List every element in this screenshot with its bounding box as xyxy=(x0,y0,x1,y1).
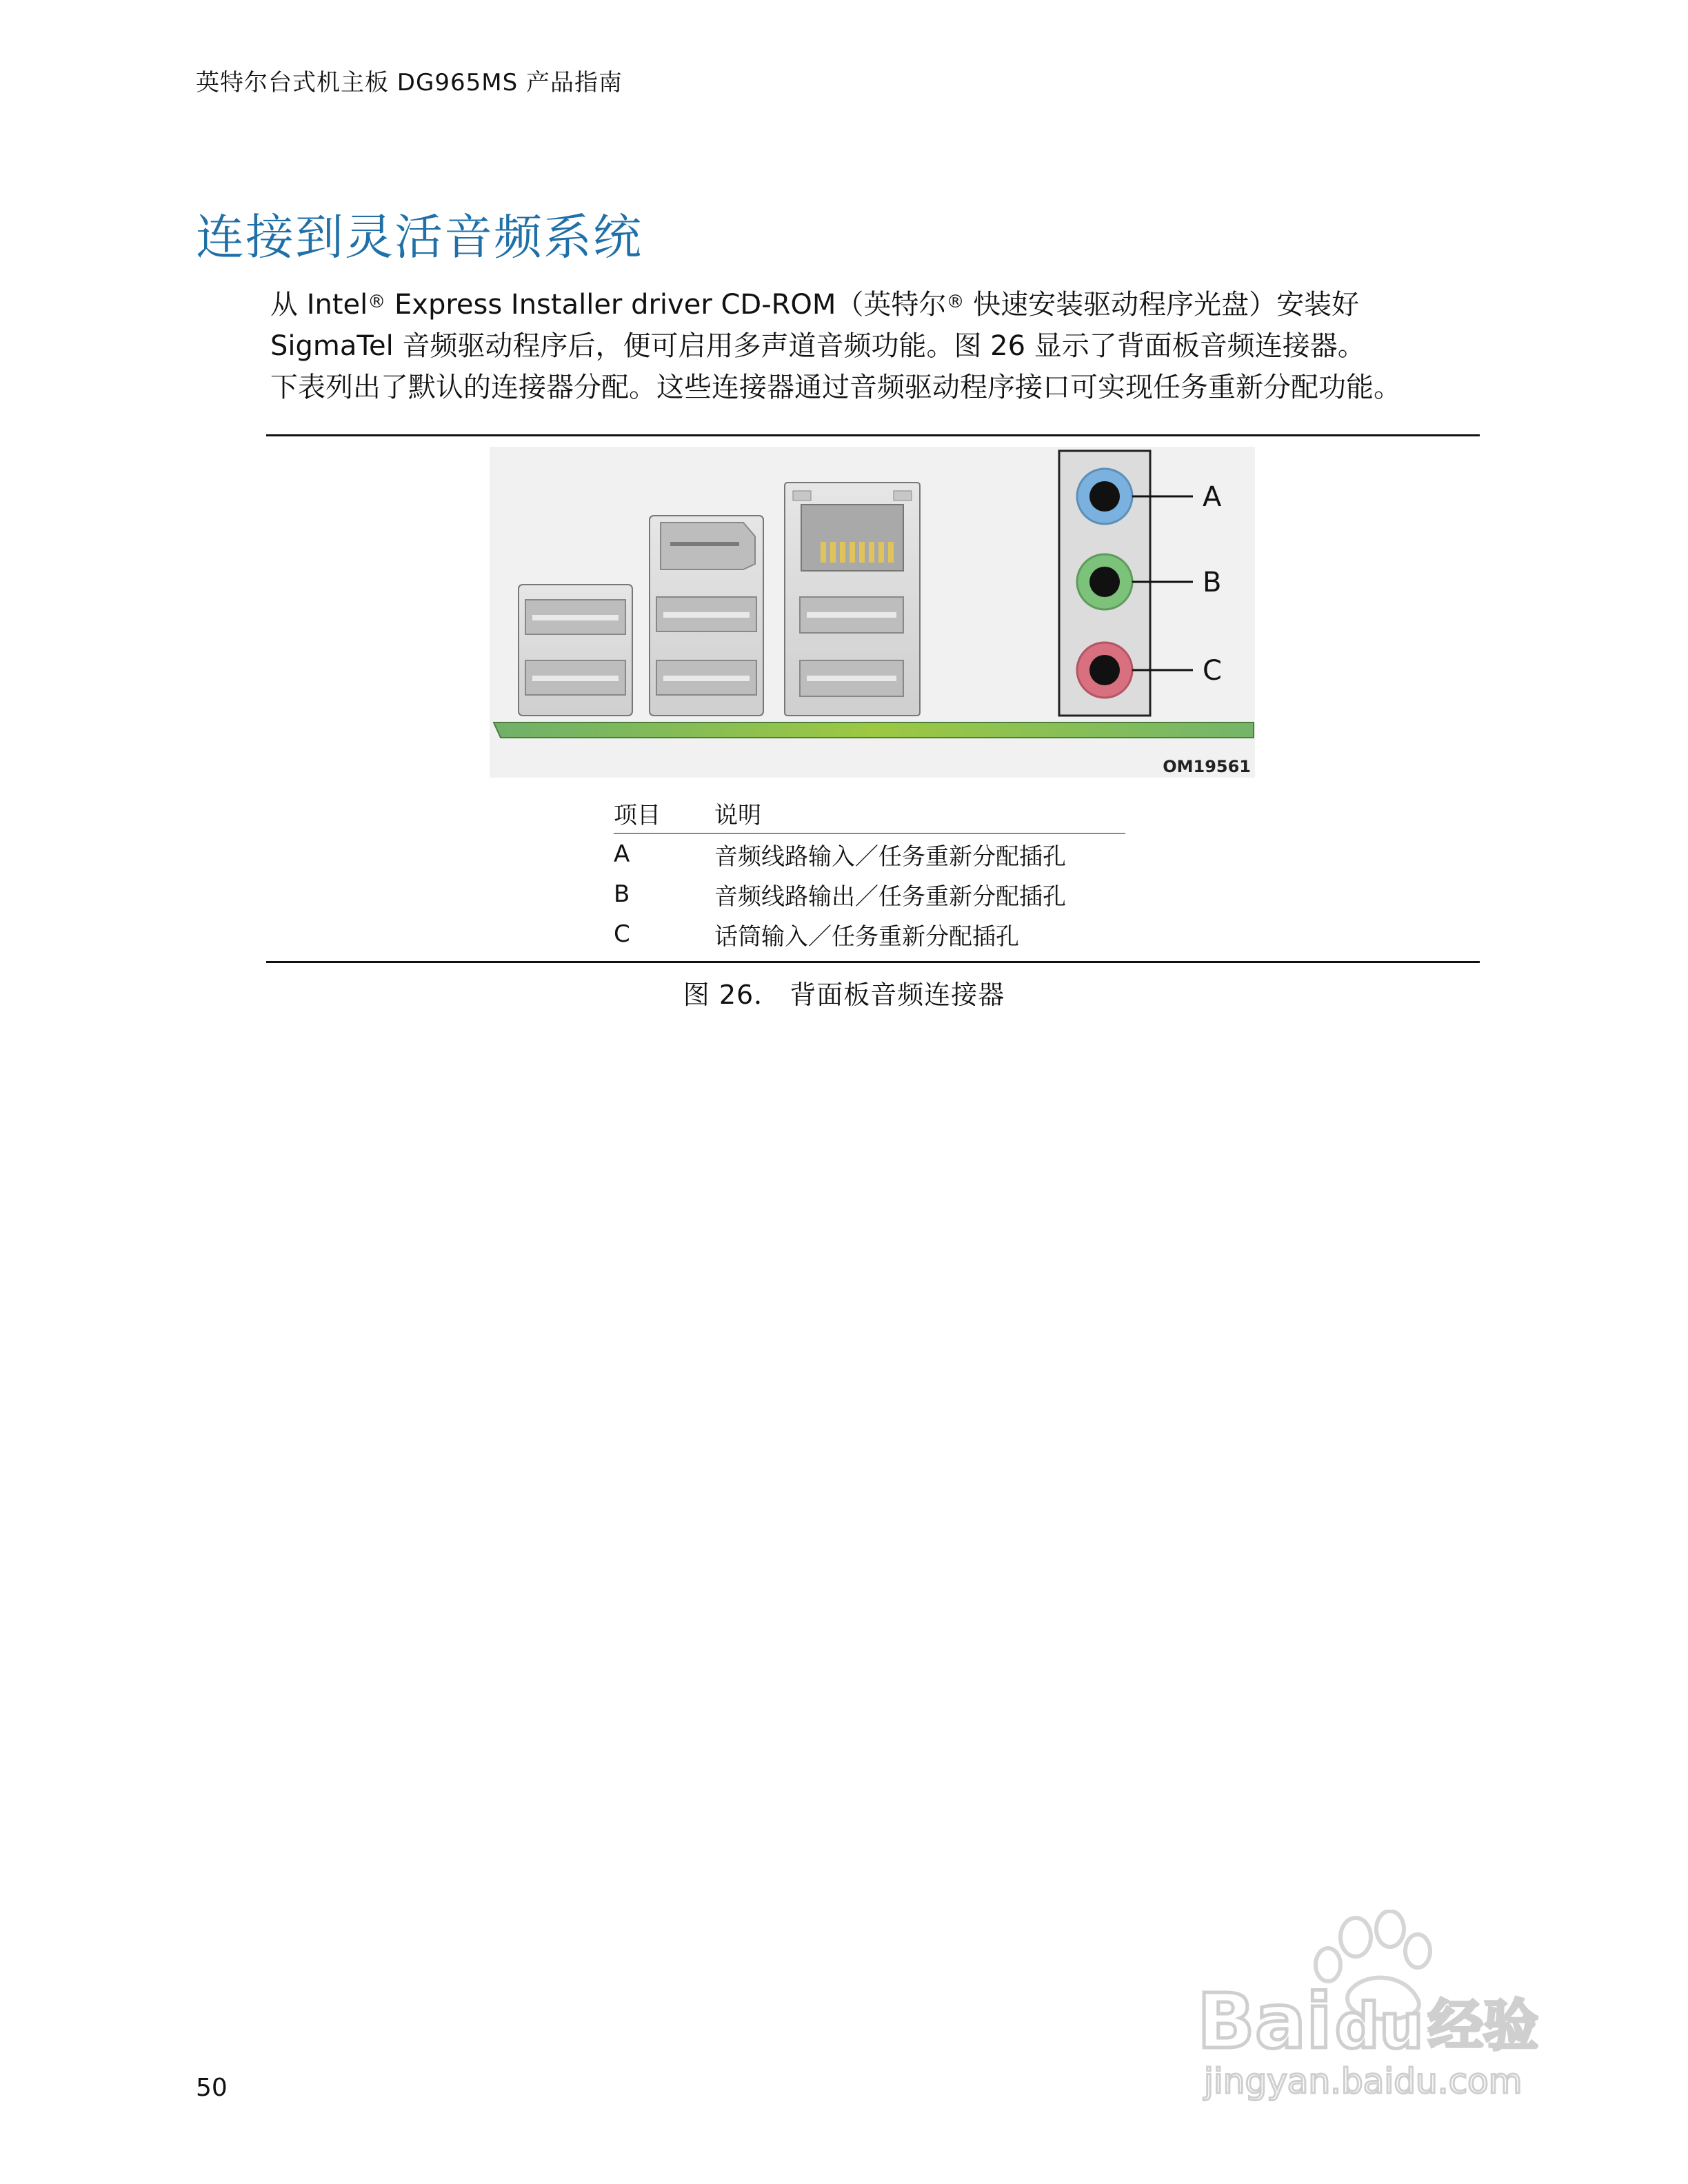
label-a: A xyxy=(1203,481,1222,513)
intro-paragraph xyxy=(270,284,1484,408)
legend-item: B xyxy=(614,880,630,908)
figure-caption: 图 26． 背面板音频连接器 xyxy=(683,980,1005,1010)
figure-top-rule xyxy=(266,434,1480,436)
usb-stack-1 xyxy=(519,585,632,716)
running-header: 英特尔台式机主板 DG965MS 产品指南 xyxy=(196,69,623,97)
figure-bottom-rule xyxy=(266,961,1480,963)
watermark-brand-2: du xyxy=(1335,1990,1424,2063)
intro-line-2: SigmaTel 音频驱动程序后，便可启用多声道音频功能。图 26 显示了背面板音频连接器。 xyxy=(270,330,1365,362)
legend-desc: 话筒输入／任务重新分配插孔 xyxy=(714,922,1019,951)
legend-header-desc: 说明 xyxy=(714,801,761,829)
intro-line-1 xyxy=(270,284,1484,325)
back-panel-diagram xyxy=(490,447,1255,778)
page-number: 50 xyxy=(196,2074,228,2102)
watermark-cn: 经验 xyxy=(1428,1994,1538,2058)
label-c: C xyxy=(1203,655,1222,687)
legend-desc: 音频线路输出／任务重新分配插孔 xyxy=(714,882,1066,911)
legend-header-item: 项目 xyxy=(614,801,661,829)
legend-header-row xyxy=(614,793,1125,834)
jack-b xyxy=(1077,554,1132,609)
table-row xyxy=(614,914,1125,954)
label-b: B xyxy=(1203,567,1222,598)
baidu-watermark xyxy=(1183,1910,1569,2103)
intro-text: Express Installer driver CD-ROM（英特尔 xyxy=(385,289,947,321)
watermark-brand: Bai xyxy=(1197,1977,1332,2065)
registered-mark: ® xyxy=(368,292,386,312)
section-title: 连接到灵活音频系统 xyxy=(196,209,643,265)
intro-text: 从 Intel xyxy=(270,289,368,321)
table-row xyxy=(614,834,1125,874)
jack-a xyxy=(1077,469,1132,524)
legend-desc: 音频线路输入／任务重新分配插孔 xyxy=(714,842,1066,871)
registered-mark: ® xyxy=(946,292,965,312)
jack-c xyxy=(1077,643,1132,698)
intro-text: 快速安装驱动程序光盘）安装好 xyxy=(964,289,1360,321)
lan-usb-stack xyxy=(785,483,920,716)
intro-line-3: 下表列出了默认的连接器分配。这些连接器通过音频驱动程序接口可实现任务重新分配功能。 xyxy=(270,372,1401,403)
legend-item: A xyxy=(614,840,630,868)
circuit-board xyxy=(494,722,1254,738)
firewire-usb-stack xyxy=(650,516,763,716)
watermark-url: jingyan.baidu.com xyxy=(1204,2061,1523,2101)
legend-table xyxy=(614,793,1125,954)
figure-code: OM19561 xyxy=(1163,757,1251,776)
legend-item: C xyxy=(614,920,630,948)
table-row xyxy=(614,874,1125,914)
